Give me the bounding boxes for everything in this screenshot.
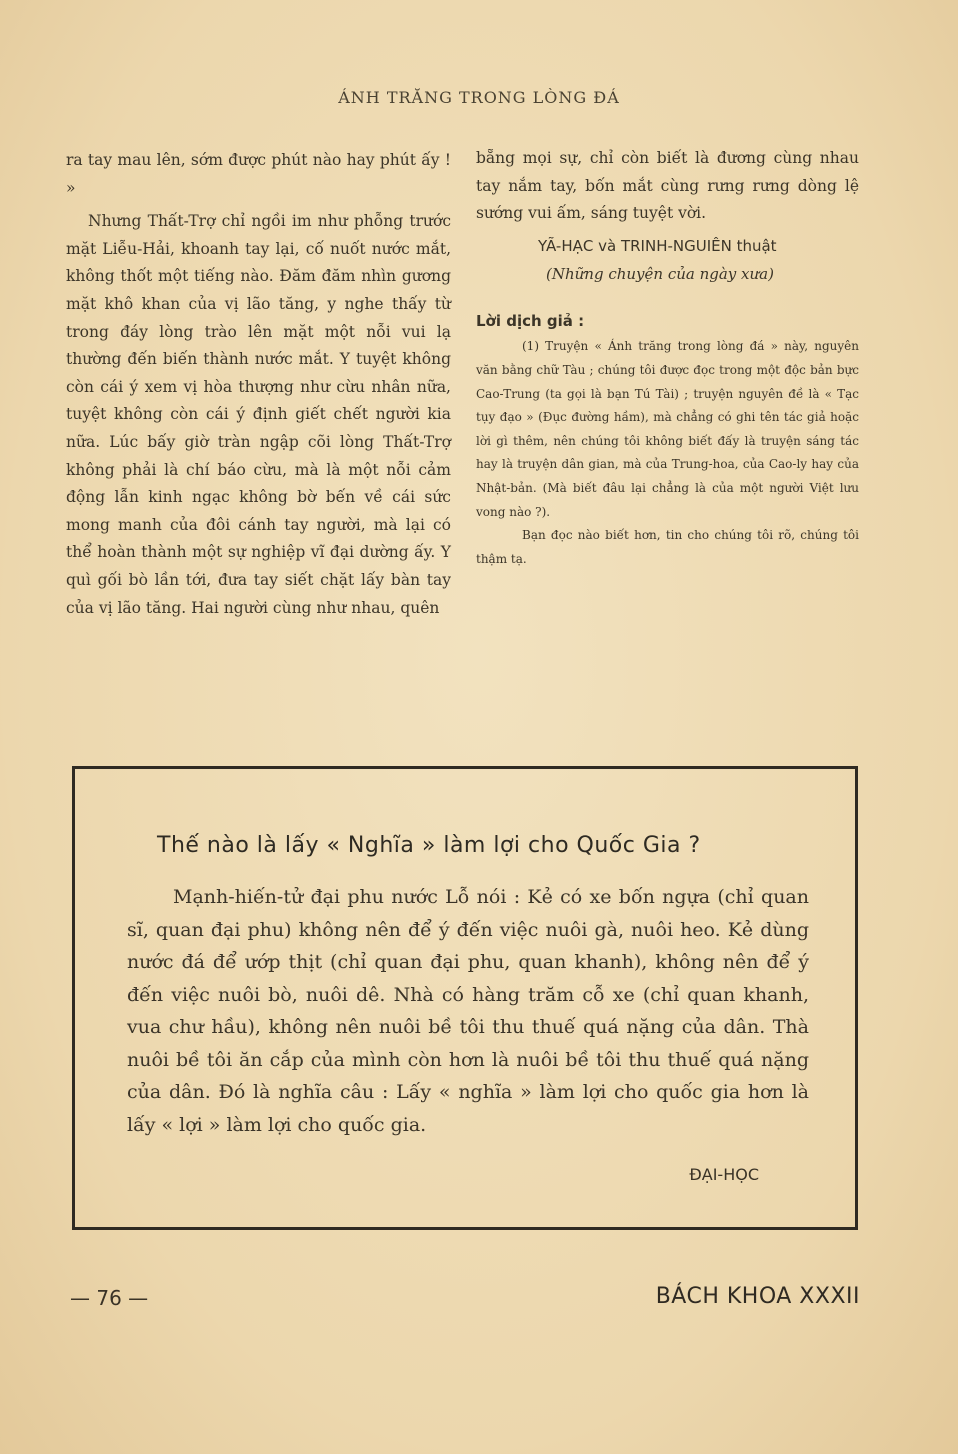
translator-note: (1) Truyện « Ánh trăng trong lòng đá » này, nguyên văn bằng chữ Tàu ; chúng tôi được đọc trong một độc bản bực Cao-Trung (ta gọi là bạn Tú Tài) ; truyện nguyên đề là « Tạc tụy đạo » (Đục đường hầm), mà chẳng có ghi tên tác giả hoặc lời gì thêm, nên chúng tôi không biết đấy là truyện sáng tác hay là truyện dân gian, mà của Trung-hoa, của Cao-ly hay của Nhật-bản. (Mà biết đâu lại chẳng là của một người Việt lưu vong nào ?). [476, 339, 859, 519]
boxed-article [72, 766, 858, 1230]
left-column [66, 147, 451, 622]
running-title: ÁNH TRĂNG TRONG LÒNG ĐÁ [338, 88, 620, 107]
attribution-source: (Những chuyện của ngày xưa) [546, 264, 774, 283]
boxed-article-title: Thế nào là lấy « Nghĩa » làm lợi cho Quốc Gia ? [157, 833, 701, 858]
paragraph: ra tay mau lên, sớm được phút nào hay phút ấy ! » [66, 151, 451, 197]
boxed-article-body: Mạnh-hiến-tử đại phu nước Lỗ nói : Kẻ có xe bốn ngựa (chỉ quan sĩ, quan đại phu) không nên để ý đến việc nuôi gà, nuôi heo. Kẻ dùng nước đá để ướp thịt (chỉ quan đại phu, quan khanh), không nên để ý đến việc nuôi bò, nuôi dê. Nhà có hàng trăm cỗ xe (chỉ quan khanh, vua chư hầu), không nên nuôi bề tôi thu thuế quá nặng của dân. Thà nuôi bề tôi ăn cắp của mình còn hơn là nuôi bề tôi thu thuế quá nặng của dân. Đó là nghĩa câu : Lấy « nghĩa » làm lợi cho quốc gia hơn là lấy « lợi » làm lợi cho quốc gia. [127, 886, 809, 1136]
paragraph: Nhưng Thất-Trợ chỉ ngồi im như phỗng trước mặt Liễu-Hải, khoanh tay lại, cố nuốt nước mắt, không thốt một tiếng nào. Đăm đăm nhìn gương mặt khô khan của vị lão tăng, y nghe thấy từ trong đáy lòng trào lên mặt một nỗi vui lạ thường đến biến thành nước mắt. Y tuyệt không còn cái ý xem vị hòa thượng như cừu nhân nữa, tuyệt không còn cái ý định giết chết người kia nữa. Lúc bấy giờ tràn ngập cõi lòng Thất-Trợ không phải là chí báo cừu, mà là một nỗi cảm động lẫn kinh ngạc không bờ bến về cái sức mong manh của đôi cánh tay người, mà lại có thể hoàn thành một sự nghiệp vĩ đại dường ấy. Y quì gối bò lần tới, đưa tay siết chặt lấy bàn tay của vị lão tăng. Hai người cùng như nhau, quên [66, 212, 451, 617]
translator-note-title: Lời dịch giả : [476, 311, 585, 330]
paragraph: bẵng mọi sự, chỉ còn biết là đương cùng nhau tay nắm tay, bốn mắt cùng rưng rưng dòng lệ sướng vui ấm, sáng tuyệt vời. [476, 149, 859, 223]
page-number: — 76 — [70, 1286, 149, 1310]
journal-name: BÁCH KHOA XXXII [655, 1284, 860, 1309]
story-attribution [476, 232, 859, 288]
translator-note-request: Bạn đọc nào biết hơn, tin cho chúng tôi rõ, chúng tôi thậm tạ. [476, 528, 859, 566]
boxed-article-signature: ĐẠI-HỌC [689, 1165, 759, 1184]
attribution-authors: YÃ-HẠC và TRINH-NGUIÊN thuật [538, 236, 777, 255]
right-column [476, 145, 859, 571]
